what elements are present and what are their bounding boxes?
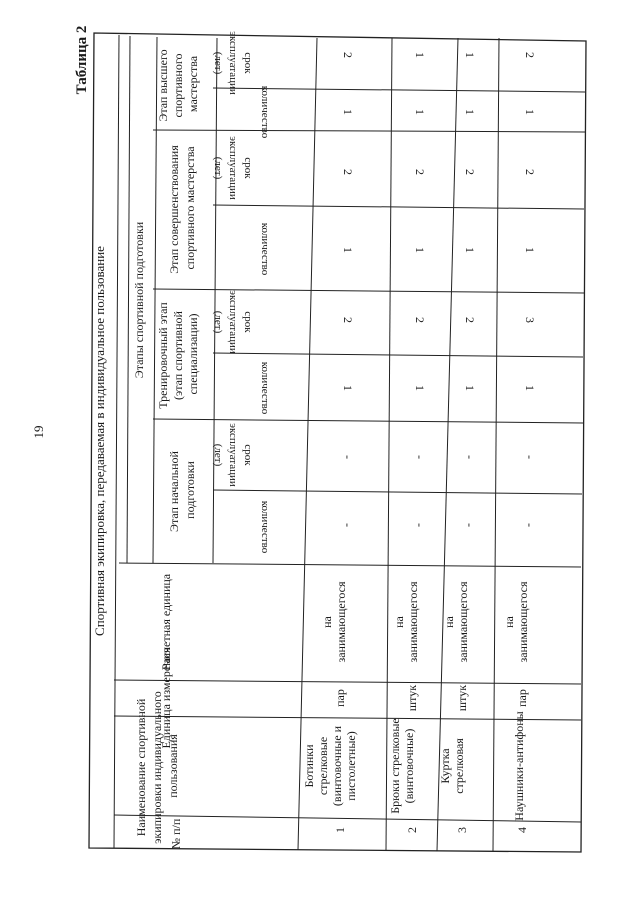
row-calc: назанимающегося xyxy=(320,581,348,663)
row-value: 1 xyxy=(523,247,537,253)
svg-text:эксплуатации: эксплуатации xyxy=(227,423,239,487)
row-value: 1 xyxy=(463,109,477,115)
col-header-num: № п/п xyxy=(169,818,183,850)
stage-header-4: Этап высшего спортивного мастерства xyxy=(156,49,200,122)
row-value: 2 xyxy=(523,169,537,175)
row-value: 1 xyxy=(413,52,427,58)
svg-text:срок: срок xyxy=(242,157,254,179)
term-header xyxy=(212,31,254,95)
row-value: 2 xyxy=(523,52,537,58)
row-number: 1 xyxy=(333,827,347,833)
stage-header-1: Этап начальной подготовки xyxy=(167,451,197,532)
row-value: 1 xyxy=(523,109,537,115)
svg-text:(лет): (лет) xyxy=(212,310,224,334)
row-calc: назанимающегося xyxy=(502,581,530,663)
row-value: 2 xyxy=(463,317,477,323)
row-value: 1 xyxy=(341,385,355,391)
row-unit: штук xyxy=(455,684,469,712)
col-header-calc: Расчетная единица xyxy=(159,573,173,671)
term-header xyxy=(212,423,254,487)
col-header-unit: Единица измерения xyxy=(159,647,173,749)
row-value: 1 xyxy=(463,247,477,253)
row-value: - xyxy=(413,523,427,527)
row-value: 3 xyxy=(523,317,537,323)
row-value: 2 xyxy=(413,317,427,323)
svg-text:(лет): (лет) xyxy=(212,156,224,180)
svg-text:срок: срок xyxy=(242,444,254,466)
svg-text:(лет): (лет) xyxy=(212,51,224,75)
qty-header: количество xyxy=(259,361,271,415)
col-header-name: Наименование спортивной экипировки индивидуального пользования xyxy=(134,691,180,844)
row-value: 2 xyxy=(413,169,427,175)
page-number: 19 xyxy=(31,425,46,439)
qty-header: количество xyxy=(259,222,271,276)
row-value: 1 xyxy=(341,109,355,115)
row-unit: штук xyxy=(405,684,419,712)
row-value: 2 xyxy=(463,169,477,175)
row-name: Курткастрелковая xyxy=(438,738,466,794)
row-value: - xyxy=(341,455,355,459)
row-name: Брюки стрелковые(винтовочные) xyxy=(388,718,416,814)
svg-text:эксплуатации: эксплуатации xyxy=(227,136,239,200)
table-title: Спортивная экипировка, передаваемая в индивидуальное пользование xyxy=(92,246,107,636)
row-calc: назанимающегося xyxy=(392,581,420,663)
row-calc: назанимающегося xyxy=(442,581,470,663)
row-value: 2 xyxy=(341,52,355,58)
svg-text:эксплуатации: эксплуатации xyxy=(227,290,239,354)
table-body xyxy=(302,52,537,833)
table-label: Таблица 2 xyxy=(74,25,90,95)
table-row xyxy=(388,52,427,833)
row-value: 1 xyxy=(413,247,427,253)
term-header xyxy=(212,290,254,354)
row-unit: пар xyxy=(333,689,347,707)
stage-header-2: Тренировочный этап (этап спортивной специализации) xyxy=(156,302,200,409)
row-value: 1 xyxy=(341,247,355,253)
row-value: 1 xyxy=(413,109,427,115)
row-value: 2 xyxy=(341,317,355,323)
table-row xyxy=(502,52,537,833)
row-name: Ботинкистрелковые(винтовочные ипистолетные) xyxy=(302,725,358,807)
row-name: Наушники-антифоны xyxy=(512,711,526,821)
row-value: - xyxy=(413,455,427,459)
row-value: - xyxy=(341,523,355,527)
row-number: 4 xyxy=(515,827,529,833)
stage-header-3: Этап совершенствования спортивного мастерства xyxy=(167,145,197,274)
row-value: - xyxy=(463,455,477,459)
row-value: 1 xyxy=(463,385,477,391)
row-value: 1 xyxy=(523,385,537,391)
row-unit: пар xyxy=(515,689,529,707)
svg-text:срок: срок xyxy=(242,311,254,333)
row-value: 2 xyxy=(341,169,355,175)
table-row xyxy=(302,52,358,833)
qty-header: количество xyxy=(259,500,271,554)
qty-header: количество xyxy=(259,85,271,139)
row-value: - xyxy=(523,455,537,459)
table-row xyxy=(438,52,477,833)
stages-group-header: Этапы спортивной подготовки xyxy=(132,221,146,379)
row-number: 3 xyxy=(455,827,469,833)
row-value: 1 xyxy=(413,385,427,391)
svg-text:срок: срок xyxy=(242,52,254,74)
term-header xyxy=(212,136,254,200)
row-value: - xyxy=(523,523,537,527)
row-value: 1 xyxy=(463,52,477,58)
svg-text:эксплуатации: эксплуатации xyxy=(227,31,239,95)
row-value: - xyxy=(463,523,477,527)
svg-text:(лет): (лет) xyxy=(212,443,224,467)
row-number: 2 xyxy=(405,827,419,833)
sub-headers xyxy=(212,31,271,554)
